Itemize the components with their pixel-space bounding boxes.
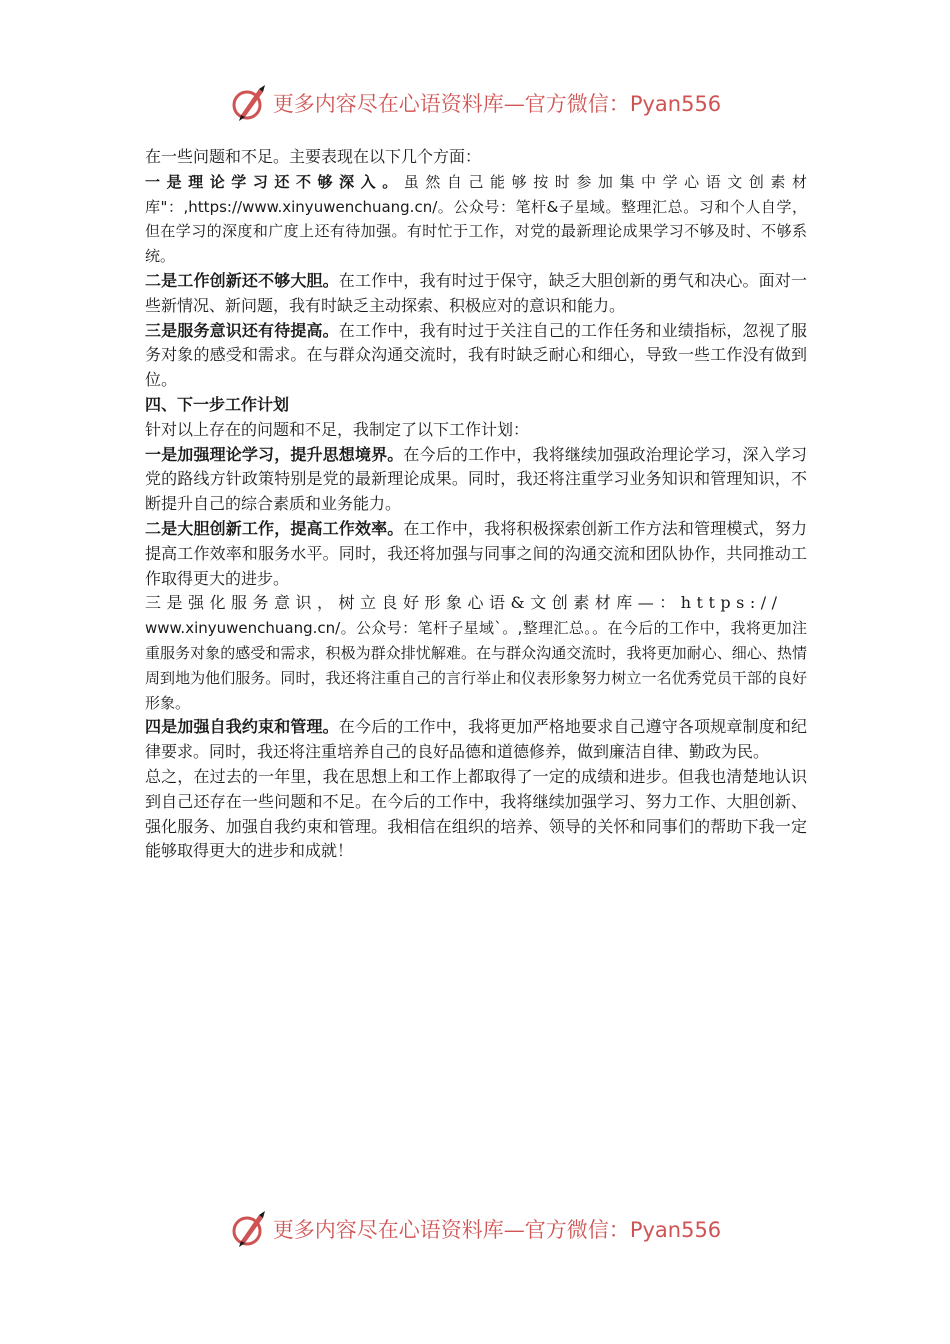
paragraph: 二是大胆创新工作，提高工作效率。在工作中，我将积极探索创新工作方法和管理模式，努力提高工作效率和服务水平。同时，我还将加强与同事之间的沟通交流和团队协作，共同推动工作取得更大的进步。 — [145, 518, 807, 588]
paragraph: www.xinyuwenchuang.cn/。公众号：笔杆子星域`。,整理汇总。。在今后的工作中，我将更加注重服务对象的感受和需求，积极为群众排忧解难。在与群众沟通交流时，我将更加耐心、细心、热情周到地为他们服务。同时，我还将注重自己的言行举止和仪表形象努力树立一名优秀党员干部的良好形象。 — [145, 619, 807, 712]
paragraph: 二是工作创新还不够大胆。在工作中，我有时过于保守，缺乏大胆创新的勇气和决心。面对一些新情况、新问题，我有时缺乏主动探索、积极应对的意识和能力。 — [145, 270, 807, 315]
section-heading: 四、下一步工作计划 — [145, 394, 290, 414]
paragraph-lead: 三是服务意识还有待提高。 — [145, 320, 339, 340]
wechat-id: Pyan556 — [629, 1218, 722, 1242]
paragraph: 总之，在过去的一年里，我在思想上和工作上都取得了一定的成绩和进步。但我也清楚地认识到自己还存在一些问题和不足。在今后的工作中，我将继续加强学习、努力工作、大胆创新、强化服务、加强自我约束和管理。我相信在组织的培养、领导的关怀和同事们的帮助下我一定能够取得更大的进步和成就！ — [145, 766, 807, 861]
document-body — [145, 145, 807, 864]
banner-text: 更多内容尽在心语资料库—官方微信：Pyan556 — [272, 92, 722, 116]
quill-pen-logo-icon — [229, 83, 269, 123]
paragraph-lead: 四是加强自我约束和管理。 — [145, 717, 339, 737]
header-banner — [0, 83, 950, 123]
wechat-id: Pyan556 — [629, 92, 722, 116]
footer-banner — [0, 1209, 950, 1249]
banner-text: 更多内容尽在心语资料库—官方微信：Pyan556 — [272, 1218, 722, 1242]
paragraph-head: 三是强化服务意识，树立良好形象心语&文创素材库—：https:// — [145, 593, 783, 613]
paragraph: 三是服务意识还有待提高。在工作中，我有时过于关注自己的工作任务和业绩指标，忽视了服务对象的感受和需求。在与群众沟通交流时，我有时缺乏耐心和细心，导致一些工作没有做到位。 — [145, 320, 807, 390]
paragraph: 四是加强自我约束和管理。在今后的工作中，我将更加严格地要求自己遵守各项规章制度和纪律要求。同时，我还将注重培养自己的良好品德和道德修养，做到廉洁自律、勤政为民。 — [145, 717, 807, 762]
paragraph: 一是加强理论学习，提升思想境界。在今后的工作中，我将继续加强政治理论学习，深入学习党的路线方针政策特别是党的最新理论成果。同时，我还将注重学习业务知识和管理知识，不断提升自己的综合素质和业务能力。 — [145, 444, 807, 514]
paragraph: 一是理论学习还不够深入。虽然自己能够按时参加集中学心语文创素材库"：,https://www.xinyuwenchuang.cn/。公众号：笔杆&子星域。整理汇总。习和个人自学，但在学习的深度和广度上还有待加强。有时忙于工作，对党的最新理论成果学习不够及时、不够系统。 — [145, 172, 807, 266]
paragraph-lead: 二是工作创新还不够大胆。 — [145, 270, 339, 290]
paragraph: 针对以上存在的问题和不足，我制定了以下工作计划： — [145, 419, 530, 439]
paragraph-lead: 一是理论学习还不够深入。 — [145, 172, 404, 191]
paragraph-lead: 二是大胆创新工作，提高工作效率。 — [145, 518, 404, 538]
quill-pen-logo-icon — [229, 1209, 269, 1249]
paragraph-lead: 一是加强理论学习，提升思想境界。 — [145, 444, 404, 464]
paragraph: 在一些问题和不足。主要表现在以下几个方面： — [145, 147, 482, 166]
